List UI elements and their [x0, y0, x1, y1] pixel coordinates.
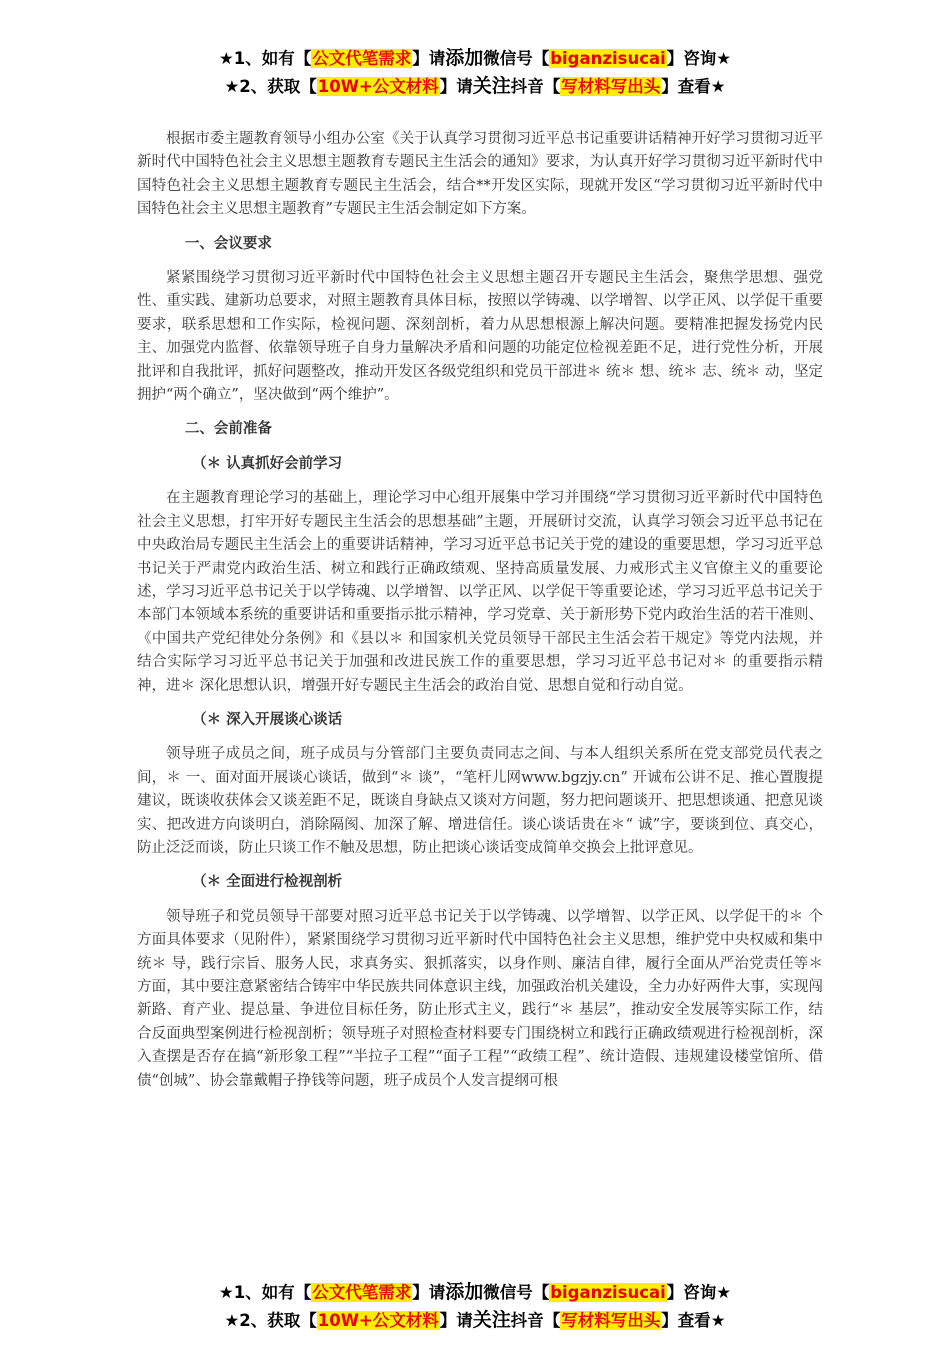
promo-banner-bottom [0, 1278, 950, 1334]
subsection-heading-3: （＊ 全面进行检视剖析 [192, 874, 343, 891]
promo-highlight: biganzisucai [550, 49, 666, 68]
promo-line-1 [0, 44, 950, 72]
promo-emphasis: 添加 [445, 1281, 484, 1303]
promo-text: 】查看★ [661, 77, 726, 96]
promo-line-2 [0, 72, 950, 100]
promo-text: ★1、如有【 [218, 1283, 312, 1302]
section-heading-2: 二、会前准备 [184, 421, 272, 438]
paragraph-1: 紧紧围绕学习贯彻习近平新时代中国特色社会主义思想主题召开专题民主生活会，聚焦学思想、强党性、重实践、建新功总要求，对照主题教育具体目标，按照以学铸魂、以学增智、以学正风、以学促干重要要求，联系思想和工作实际，检视问题、深刻剖析，着力从思想根源上解决问题。要精准把握发扬党内民主、加强党内监督、依靠领导班子自身力量解决矛盾和问题的功能定位检视差距不足，进行党性分析，开展批评和自我批评，抓好问题整改，推动开发区各级党组织和党员干部进＊ 统＊ 想、统＊ 志、统＊ 动，坚定拥护“两个确立”，坚决做到“两个维护”。 [137, 270, 823, 404]
promo-text: ★2、获取【 [224, 1311, 317, 1330]
promo-highlight: 10W+公文材料 [317, 1311, 439, 1330]
paragraph-4: 领导班子和党员领导干部要对照习近平总书记关于以学铸魂、以学增智、以学正风、以学促干的＊ 个方面具体要求（见附件），紧紧围绕学习贯彻习近平新时代中国特色社会主义思想，维护党中央权威和集中统＊ 导，践行宗旨、服务人民，求真务实、狠抓落实，以身作则、廉洁自律，履行全面从严治党责任等＊ 方面，其中要注意紧密结合铸牢中华民族共同体意识主线，加强政治机关建设，全力办好两件大事，实现闯新路、育产业、提总量、争进位目标任务，防止形式主义，践行“＊ 基层”，推动安全发展等实际工作，结合反面典型案例进行检视剖析；领导班子对照检查材料要专门围绕树立和践行正确政绩观进行检视剖析，深入查摆是否存在搞“新形象工程”“半拉子工程”“面子工程”“政绩工程”、统计造假、违规建设楼堂馆所、借债“创城”、协会靠戴帽子挣钱等问题，班子成员个人发言提纲可根 [137, 908, 823, 1089]
promo-text: ★1、如有【 [218, 49, 312, 68]
promo-line-2 [0, 1306, 950, 1334]
promo-emphasis: 添加 [445, 47, 484, 69]
promo-highlight: biganzisucai [550, 1283, 666, 1302]
promo-emphasis: 关注 [472, 75, 511, 97]
promo-text: 】请 [412, 1283, 446, 1302]
promo-text: 抖音【 [510, 1311, 561, 1330]
document-body [137, 128, 823, 1093]
promo-text: 】咨询★ [666, 49, 732, 68]
subsection-heading-2: （＊ 深入开展谈心谈话 [192, 711, 343, 728]
promo-highlight: 10W+公文材料 [317, 77, 439, 96]
promo-highlight: 公文代笔需求 [312, 1283, 412, 1302]
promo-text: ★2、获取【 [224, 77, 317, 96]
section-heading-1: 一、会议要求 [184, 235, 272, 252]
promo-highlight: 写材料写出头 [561, 1311, 661, 1330]
promo-line-1 [0, 1278, 950, 1306]
paragraph-2: 在主题教育理论学习的基础上，理论学习中心组开展集中学习并围绕“学习贯彻习近平新时代中国特色社会主义思想，打牢开好专题民主生活会的思想基础”主题，开展研讨交流，认真学习领会习近平总书记在中央政治局专题民主生活会上的重要讲话精神，学习习近平总书记关于党的建设的重要思想，学习习近平总书记关于严肃党内政治生活、树立和践行正确政绩观、坚持高质量发展、力戒形式主义官僚主义的重要论述，学习习近平总书记关于以学铸魂、以学增智、以学正风、以学促干等重要论述，学习习近平总书记关于本部门本领域本系统的重要讲话和重要指示批示精神，学习党章、关于新形势下党内政治生活的若干准则、《中国共产党纪律处分条例》和《县以＊ 和国家机关党员领导干部民主生活会若干规定》等党内法规，并结合实际学习习近平总书记关于加强和改进民族工作的重要思想，学习习近平总书记对＊ 的重要指示精神，进＊ 深化思想认识，增强开好专题民主生活会的政治自觉、思想自觉和行动自觉。 [137, 490, 823, 694]
promo-emphasis: 关注 [472, 1309, 511, 1331]
intro-paragraph: 根据市委主题教育领导小组办公室《关于认真学习贯彻习近平总书记重要讲话精神开好学习贯彻习近平新时代中国特色社会主义思想主题教育专题民主生活会的通知》要求，为认真开好学习贯彻习近平新时代中国特色社会主义思想主题教育专题民主生活会，结合**开发区实际，现就开发区“学习贯彻习近平新时代中国特色社会主义思想主题教育”专题民主生活会制定如下方案。 [137, 131, 823, 218]
promo-text: 】咨询★ [666, 1283, 732, 1302]
promo-text: 】请 [412, 49, 446, 68]
promo-text: 】请 [439, 77, 473, 96]
promo-text: 微信号【 [483, 1283, 550, 1302]
promo-highlight: 写材料写出头 [561, 77, 661, 96]
promo-text: 】查看★ [661, 1311, 726, 1330]
paragraph-3: 领导班子成员之间，班子成员与分管部门主要负责同志之间、与本人组织关系所在党支部党员代表之间，＊ 一、面对面开展谈心谈话，做到“＊ 谈”，“笔杆儿网www.bgzjy.cn” 开诚布公讲不足、推心置腹提建议，既谈收获体会又谈差距不足，既谈自身缺点又谈对方问题，努力把问题谈开、把思想谈通、把意见谈实、把改进方向谈明白，消除隔阂、加深了解、增进信任。谈心谈话贵在＊“ 诚”字，要谈到位、真交心，防止泛泛而谈，防止只谈工作不触及思想，防止把谈心谈话变成简单交换会上批评意见。 [137, 746, 823, 856]
promo-text: 微信号【 [483, 49, 550, 68]
promo-text: 抖音【 [510, 77, 561, 96]
subsection-heading-1: （＊ 认真抓好会前学习 [192, 455, 343, 472]
promo-highlight: 公文代笔需求 [312, 49, 412, 68]
promo-text: 】请 [439, 1311, 473, 1330]
promo-banner-top [0, 44, 950, 100]
